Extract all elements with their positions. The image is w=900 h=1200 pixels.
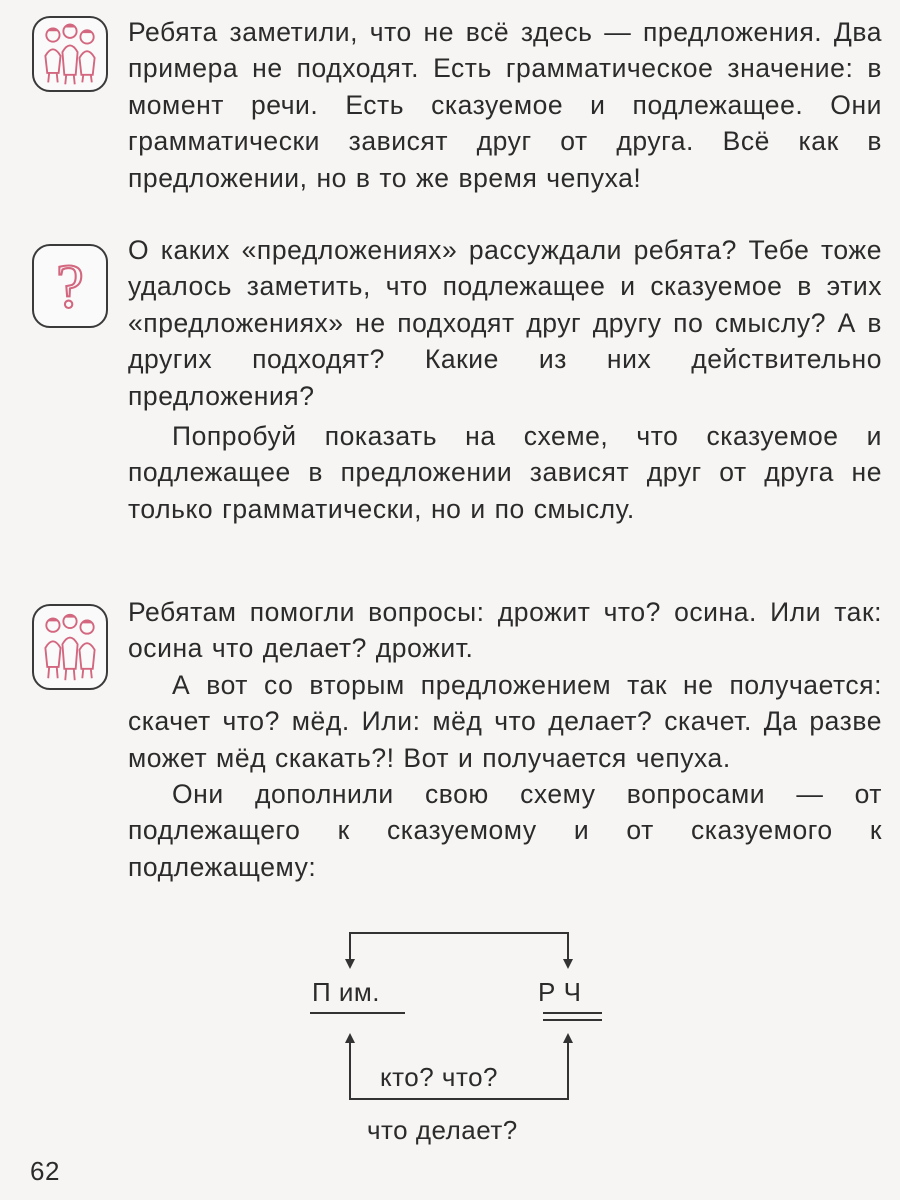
paragraph: Ребята заметили, что не всё здесь — предложения. Два примера не подходят. Есть грамматическое значение: в момент речи. Есть сказуемое и подлежащее. Они грамматически зависят друг от друга. Всё как в предложении, но в то же время чепуха!: [128, 17, 882, 193]
page-number: 62: [30, 1156, 60, 1186]
inner-question-label: кто? что?: [380, 1062, 499, 1092]
section-1: [128, 14, 882, 196]
outer-question-label: что делает?: [367, 1115, 518, 1145]
paragraph: О каких «предложениях» рассуждали ребята? Тебе тоже удалось заметить, что подлежащее и сказуемое в этих «предложениях» не подходят друг другу по смыслу? А в других подходят? Какие из них действительно предложения?: [128, 235, 882, 411]
arrow-down-icon: [563, 959, 573, 969]
section-2: [128, 232, 882, 527]
top-connector: [350, 933, 568, 963]
paragraph: Они дополнили свою схему вопросами — от подлежащего к сказуемому и от сказуемого к подлежащему:: [128, 779, 882, 882]
arrow-up-icon: [563, 1033, 573, 1043]
svg-text:?: ?: [56, 250, 84, 321]
paragraph: Ребятам помогли вопросы: дрожит что? осина. Или так: осина что делает? дрожит.: [128, 597, 882, 664]
arrow-up-icon: [345, 1033, 355, 1043]
children-group-icon: [32, 16, 108, 92]
children-group-icon: [32, 604, 108, 690]
arrow-down-icon: [345, 959, 355, 969]
subject-predicate-diagram: [300, 925, 620, 1160]
question-mark-icon: [32, 244, 108, 328]
paragraph: А вот со вторым предложением так не получается: скачет что? мёд. Или: мёд что делает? скачет. Да разве может мёд скакать?! Вот и получается чепуха.: [128, 669, 882, 773]
section-3: [128, 594, 882, 885]
paragraph: Попробуй показать на схеме, что сказуемое и подлежащее в предложении зависят друг от друга не только грамматически, но и по смыслу.: [128, 421, 882, 524]
predicate-label: Р Ч: [538, 977, 582, 1007]
subject-label: П им.: [312, 977, 381, 1007]
